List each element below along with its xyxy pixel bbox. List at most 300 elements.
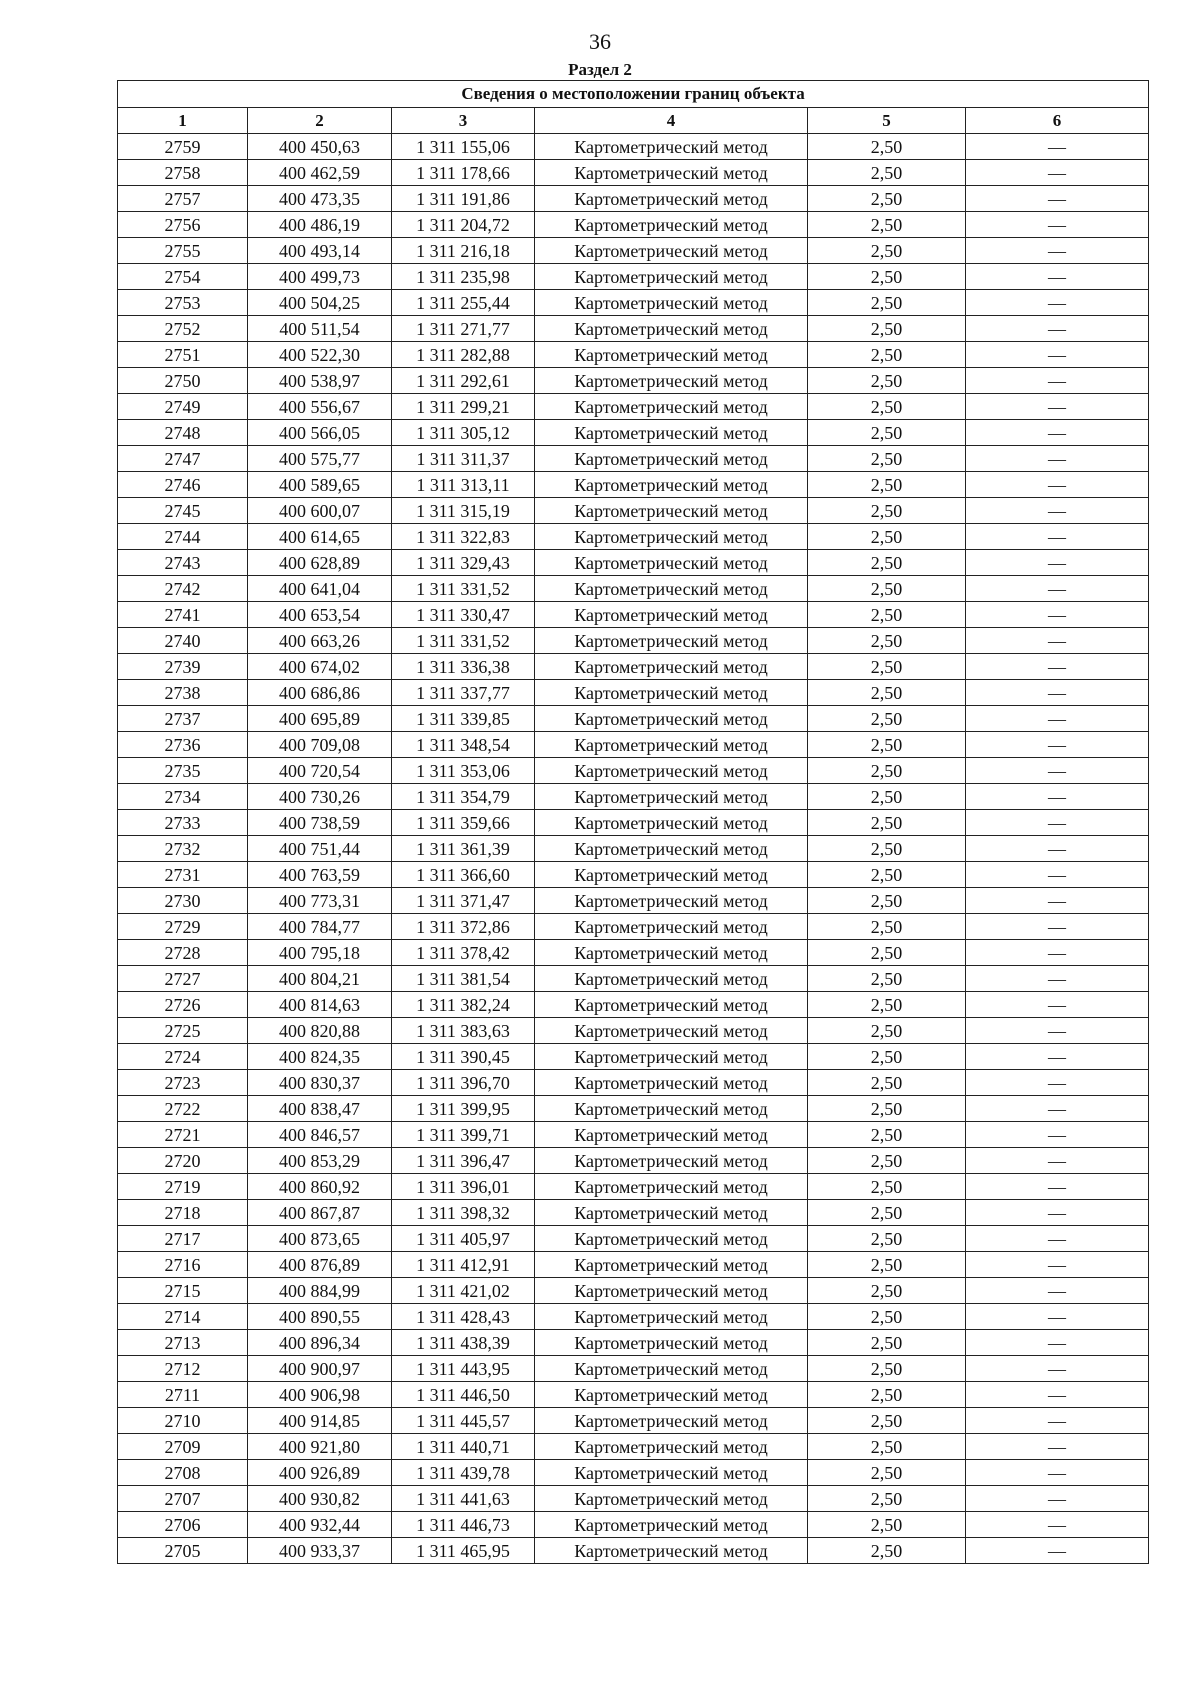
cell-coordinate-x: 400 900,97 [248,1356,392,1382]
cell-point-number: 2705 [118,1538,248,1564]
cell-coordinate-y: 1 311 331,52 [392,576,535,602]
cell-point-number: 2758 [118,160,248,186]
cell-point-number: 2732 [118,836,248,862]
cell-accuracy: 2,50 [808,1200,966,1226]
cell-coordinate-y: 1 311 329,43 [392,550,535,576]
cell-coordinate-x: 400 890,55 [248,1304,392,1330]
cell-coordinate-x: 400 720,54 [248,758,392,784]
cell-accuracy: 2,50 [808,1486,966,1512]
table-caption: Сведения о местоположении границ объекта [118,81,1149,108]
cell-description: — [966,238,1149,264]
cell-coordinate-y: 1 311 155,06 [392,134,535,160]
cell-coordinate-y: 1 311 235,98 [392,264,535,290]
cell-coordinate-x: 400 614,65 [248,524,392,550]
cell-description: — [966,1512,1149,1538]
cell-description: — [966,290,1149,316]
cell-description: — [966,1408,1149,1434]
cell-coordinate-y: 1 311 353,06 [392,758,535,784]
table-row [118,316,1149,342]
cell-description: — [966,264,1149,290]
table-row [118,498,1149,524]
cell-point-number: 2723 [118,1070,248,1096]
table-row [118,1252,1149,1278]
cell-coordinate-x: 400 504,25 [248,290,392,316]
cell-coordinate-x: 400 751,44 [248,836,392,862]
cell-coordinate-y: 1 311 348,54 [392,732,535,758]
cell-accuracy: 2,50 [808,1070,966,1096]
cell-coordinate-x: 400 575,77 [248,446,392,472]
cell-accuracy: 2,50 [808,264,966,290]
cell-description: — [966,1252,1149,1278]
cell-description: — [966,1174,1149,1200]
cell-description: — [966,628,1149,654]
cell-method: Картометрический метод [535,368,808,394]
cell-accuracy: 2,50 [808,706,966,732]
cell-accuracy: 2,50 [808,1226,966,1252]
cell-coordinate-y: 1 311 405,97 [392,1226,535,1252]
cell-method: Картометрический метод [535,914,808,940]
cell-description: — [966,732,1149,758]
cell-accuracy: 2,50 [808,134,966,160]
cell-point-number: 2733 [118,810,248,836]
cell-coordinate-x: 400 906,98 [248,1382,392,1408]
cell-coordinate-y: 1 311 282,88 [392,342,535,368]
cell-coordinate-x: 400 511,54 [248,316,392,342]
cell-accuracy: 2,50 [808,1174,966,1200]
table-row [118,550,1149,576]
column-header-3: 3 [392,108,535,134]
cell-accuracy: 2,50 [808,1330,966,1356]
cell-coordinate-x: 400 450,63 [248,134,392,160]
cell-method: Картометрический метод [535,420,808,446]
cell-coordinate-y: 1 311 396,47 [392,1148,535,1174]
table-row [118,1278,1149,1304]
cell-coordinate-y: 1 311 313,11 [392,472,535,498]
cell-point-number: 2714 [118,1304,248,1330]
cell-description: — [966,420,1149,446]
cell-coordinate-x: 400 926,89 [248,1460,392,1486]
cell-description: — [966,654,1149,680]
cell-coordinate-y: 1 311 315,19 [392,498,535,524]
cell-point-number: 2722 [118,1096,248,1122]
cell-accuracy: 2,50 [808,1408,966,1434]
cell-accuracy: 2,50 [808,1018,966,1044]
cell-coordinate-y: 1 311 446,50 [392,1382,535,1408]
cell-point-number: 2728 [118,940,248,966]
column-header-6: 6 [966,108,1149,134]
cell-coordinate-x: 400 663,26 [248,628,392,654]
cell-method: Картометрический метод [535,1278,808,1304]
table-row [118,472,1149,498]
cell-coordinate-y: 1 311 398,32 [392,1200,535,1226]
cell-description: — [966,134,1149,160]
cell-description: — [966,1148,1149,1174]
cell-accuracy: 2,50 [808,368,966,394]
cell-coordinate-y: 1 311 299,21 [392,394,535,420]
page-number: 36 [589,29,611,54]
cell-method: Картометрический метод [535,1018,808,1044]
cell-coordinate-x: 400 473,35 [248,186,392,212]
cell-coordinate-x: 400 873,65 [248,1226,392,1252]
cell-coordinate-x: 400 763,59 [248,862,392,888]
cell-description: — [966,446,1149,472]
cell-coordinate-y: 1 311 322,83 [392,524,535,550]
cell-coordinate-y: 1 311 465,95 [392,1538,535,1564]
table-row [118,1434,1149,1460]
cell-accuracy: 2,50 [808,836,966,862]
cell-point-number: 2707 [118,1486,248,1512]
cell-coordinate-x: 400 830,37 [248,1070,392,1096]
cell-method: Картометрический метод [535,238,808,264]
cell-method: Картометрический метод [535,1486,808,1512]
cell-description: — [966,1304,1149,1330]
cell-method: Картометрический метод [535,212,808,238]
cell-coordinate-x: 400 933,37 [248,1538,392,1564]
cell-point-number: 2746 [118,472,248,498]
cell-point-number: 2724 [118,1044,248,1070]
cell-accuracy: 2,50 [808,914,966,940]
cell-coordinate-x: 400 730,26 [248,784,392,810]
table-row [118,706,1149,732]
cell-accuracy: 2,50 [808,1096,966,1122]
column-header-1: 1 [118,108,248,134]
cell-description: — [966,368,1149,394]
cell-accuracy: 2,50 [808,680,966,706]
table-row [118,758,1149,784]
cell-coordinate-x: 400 914,85 [248,1408,392,1434]
table-row [118,1538,1149,1564]
cell-accuracy: 2,50 [808,1434,966,1460]
cell-method: Картометрический метод [535,1382,808,1408]
cell-coordinate-x: 400 566,05 [248,420,392,446]
cell-coordinate-x: 400 820,88 [248,1018,392,1044]
table-row [118,1122,1149,1148]
table-row [118,810,1149,836]
table-row [118,914,1149,940]
cell-coordinate-x: 400 930,82 [248,1486,392,1512]
cell-coordinate-y: 1 311 216,18 [392,238,535,264]
cell-coordinate-y: 1 311 381,54 [392,966,535,992]
table-row [118,1096,1149,1122]
cell-method: Картометрический метод [535,472,808,498]
cell-point-number: 2711 [118,1382,248,1408]
cell-coordinate-x: 400 876,89 [248,1252,392,1278]
cell-coordinate-y: 1 311 378,42 [392,940,535,966]
cell-coordinate-y: 1 311 439,78 [392,1460,535,1486]
cell-coordinate-y: 1 311 438,39 [392,1330,535,1356]
cell-method: Картометрический метод [535,680,808,706]
cell-accuracy: 2,50 [808,1044,966,1070]
cell-description: — [966,1044,1149,1070]
cell-description: — [966,316,1149,342]
table-row [118,1174,1149,1200]
cell-description: — [966,888,1149,914]
cell-coordinate-y: 1 311 399,95 [392,1096,535,1122]
table-row [118,1486,1149,1512]
cell-accuracy: 2,50 [808,420,966,446]
cell-description: — [966,680,1149,706]
cell-accuracy: 2,50 [808,1122,966,1148]
cell-coordinate-y: 1 311 330,47 [392,602,535,628]
cell-point-number: 2708 [118,1460,248,1486]
table-row [118,1226,1149,1252]
cell-method: Картометрический метод [535,1356,808,1382]
cell-method: Картометрический метод [535,810,808,836]
column-header-4: 4 [535,108,808,134]
cell-coordinate-y: 1 311 441,63 [392,1486,535,1512]
cell-coordinate-y: 1 311 354,79 [392,784,535,810]
cell-point-number: 2717 [118,1226,248,1252]
cell-accuracy: 2,50 [808,732,966,758]
cell-coordinate-x: 400 814,63 [248,992,392,1018]
table-row [118,1330,1149,1356]
cell-description: — [966,1382,1149,1408]
table-header-row [118,108,1149,134]
cell-description: — [966,394,1149,420]
cell-accuracy: 2,50 [808,316,966,342]
cell-accuracy: 2,50 [808,966,966,992]
cell-accuracy: 2,50 [808,238,966,264]
cell-description: — [966,992,1149,1018]
cell-coordinate-y: 1 311 396,01 [392,1174,535,1200]
cell-method: Картометрический метод [535,836,808,862]
cell-coordinate-y: 1 311 372,86 [392,914,535,940]
cell-description: — [966,862,1149,888]
cell-accuracy: 2,50 [808,862,966,888]
cell-point-number: 2749 [118,394,248,420]
cell-coordinate-y: 1 311 204,72 [392,212,535,238]
cell-description: — [966,1096,1149,1122]
cell-description: — [966,1434,1149,1460]
cell-coordinate-x: 400 860,92 [248,1174,392,1200]
cell-coordinate-y: 1 311 311,37 [392,446,535,472]
cell-method: Картометрический метод [535,706,808,732]
cell-method: Картометрический метод [535,992,808,1018]
cell-coordinate-y: 1 311 445,57 [392,1408,535,1434]
cell-method: Картометрический метод [535,264,808,290]
cell-description: — [966,1330,1149,1356]
cell-accuracy: 2,50 [808,1356,966,1382]
cell-method: Картометрический метод [535,966,808,992]
cell-point-number: 2726 [118,992,248,1018]
cell-point-number: 2757 [118,186,248,212]
cell-accuracy: 2,50 [808,1252,966,1278]
cell-description: — [966,1122,1149,1148]
table-row [118,1044,1149,1070]
cell-coordinate-x: 400 784,77 [248,914,392,940]
cell-method: Картометрический метод [535,1538,808,1564]
cell-coordinate-x: 400 709,08 [248,732,392,758]
cell-accuracy: 2,50 [808,212,966,238]
table-row [118,342,1149,368]
cell-accuracy: 2,50 [808,654,966,680]
cell-coordinate-x: 400 773,31 [248,888,392,914]
section-title: Раздел 2 [568,60,632,79]
table-row [118,290,1149,316]
cell-coordinate-x: 400 556,67 [248,394,392,420]
cell-description: — [966,758,1149,784]
cell-accuracy: 2,50 [808,1512,966,1538]
cell-point-number: 2755 [118,238,248,264]
cell-point-number: 2734 [118,784,248,810]
table-row [118,654,1149,680]
cell-coordinate-y: 1 311 359,66 [392,810,535,836]
cell-point-number: 2725 [118,1018,248,1044]
cell-point-number: 2712 [118,1356,248,1382]
cell-point-number: 2736 [118,732,248,758]
table-row [118,1408,1149,1434]
cell-point-number: 2750 [118,368,248,394]
cell-coordinate-x: 400 653,54 [248,602,392,628]
cell-method: Картометрический метод [535,1148,808,1174]
cell-description: — [966,1278,1149,1304]
cell-method: Картометрический метод [535,1226,808,1252]
column-header-2: 2 [248,108,392,134]
cell-coordinate-y: 1 311 361,39 [392,836,535,862]
cell-coordinate-y: 1 311 336,38 [392,654,535,680]
cell-coordinate-x: 400 824,35 [248,1044,392,1070]
cell-coordinate-y: 1 311 390,45 [392,1044,535,1070]
cell-accuracy: 2,50 [808,602,966,628]
cell-point-number: 2718 [118,1200,248,1226]
table-row [118,1382,1149,1408]
cell-point-number: 2737 [118,706,248,732]
table-row [118,784,1149,810]
cell-coordinate-y: 1 311 292,61 [392,368,535,394]
cell-method: Картометрический метод [535,628,808,654]
table-row [118,1018,1149,1044]
cell-point-number: 2748 [118,420,248,446]
cell-description: — [966,576,1149,602]
cell-coordinate-x: 400 867,87 [248,1200,392,1226]
cell-method: Картометрический метод [535,576,808,602]
cell-method: Картометрический метод [535,758,808,784]
cell-description: — [966,1200,1149,1226]
cell-description: — [966,966,1149,992]
cell-coordinate-x: 400 738,59 [248,810,392,836]
cell-method: Картометрический метод [535,862,808,888]
cell-coordinate-x: 400 462,59 [248,160,392,186]
table-row [118,1070,1149,1096]
cell-method: Картометрический метод [535,1200,808,1226]
table-row [118,368,1149,394]
table-row [118,1512,1149,1538]
table-row [118,446,1149,472]
cell-coordinate-y: 1 311 191,86 [392,186,535,212]
cell-method: Картометрический метод [535,316,808,342]
cell-method: Картометрический метод [535,1122,808,1148]
cell-point-number: 2743 [118,550,248,576]
cell-accuracy: 2,50 [808,1304,966,1330]
cell-accuracy: 2,50 [808,1382,966,1408]
cell-description: — [966,1486,1149,1512]
cell-method: Картометрический метод [535,784,808,810]
cell-method: Картометрический метод [535,732,808,758]
cell-point-number: 2751 [118,342,248,368]
table-row [118,264,1149,290]
cell-description: — [966,784,1149,810]
cell-point-number: 2744 [118,524,248,550]
cell-coordinate-y: 1 311 399,71 [392,1122,535,1148]
cell-point-number: 2759 [118,134,248,160]
cell-method: Картометрический метод [535,550,808,576]
cell-method: Картометрический метод [535,342,808,368]
cell-point-number: 2706 [118,1512,248,1538]
cell-coordinate-x: 400 695,89 [248,706,392,732]
table-body [118,134,1149,1564]
cell-description: — [966,914,1149,940]
cell-coordinate-y: 1 311 305,12 [392,420,535,446]
table-row [118,966,1149,992]
cell-accuracy: 2,50 [808,472,966,498]
cell-point-number: 2710 [118,1408,248,1434]
table-row [118,680,1149,706]
cell-accuracy: 2,50 [808,498,966,524]
cell-coordinate-y: 1 311 412,91 [392,1252,535,1278]
cell-coordinate-y: 1 311 255,44 [392,290,535,316]
cell-coordinate-x: 400 538,97 [248,368,392,394]
cell-method: Картометрический метод [535,186,808,212]
cell-point-number: 2735 [118,758,248,784]
cell-point-number: 2738 [118,680,248,706]
cell-coordinate-y: 1 311 271,77 [392,316,535,342]
cell-accuracy: 2,50 [808,888,966,914]
table-row [118,420,1149,446]
table-row [118,940,1149,966]
cell-description: — [966,160,1149,186]
cell-method: Картометрический метод [535,498,808,524]
cell-coordinate-y: 1 311 421,02 [392,1278,535,1304]
cell-coordinate-x: 400 884,99 [248,1278,392,1304]
cell-accuracy: 2,50 [808,524,966,550]
cell-coordinate-x: 400 493,14 [248,238,392,264]
cell-coordinate-x: 400 846,57 [248,1122,392,1148]
cell-method: Картометрический метод [535,940,808,966]
cell-method: Картометрический метод [535,654,808,680]
cell-method: Картометрический метод [535,1512,808,1538]
cell-coordinate-x: 400 522,30 [248,342,392,368]
cell-coordinate-x: 400 589,65 [248,472,392,498]
cell-description: — [966,1460,1149,1486]
table-row [118,862,1149,888]
cell-coordinate-x: 400 896,34 [248,1330,392,1356]
cell-coordinate-y: 1 311 366,60 [392,862,535,888]
cell-point-number: 2742 [118,576,248,602]
cell-description: — [966,342,1149,368]
table-row [118,186,1149,212]
cell-accuracy: 2,50 [808,576,966,602]
cell-coordinate-x: 400 686,86 [248,680,392,706]
cell-accuracy: 2,50 [808,940,966,966]
cell-description: — [966,810,1149,836]
cell-accuracy: 2,50 [808,186,966,212]
cell-coordinate-y: 1 311 382,24 [392,992,535,1018]
cell-point-number: 2719 [118,1174,248,1200]
cell-coordinate-y: 1 311 178,66 [392,160,535,186]
cell-point-number: 2730 [118,888,248,914]
table-row [118,212,1149,238]
cell-description: — [966,940,1149,966]
cell-method: Картометрический метод [535,134,808,160]
cell-accuracy: 2,50 [808,1278,966,1304]
cell-description: — [966,186,1149,212]
cell-coordinate-y: 1 311 331,52 [392,628,535,654]
cell-coordinate-x: 400 932,44 [248,1512,392,1538]
cell-coordinate-x: 400 600,07 [248,498,392,524]
cell-description: — [966,1070,1149,1096]
cell-point-number: 2739 [118,654,248,680]
table-row [118,628,1149,654]
